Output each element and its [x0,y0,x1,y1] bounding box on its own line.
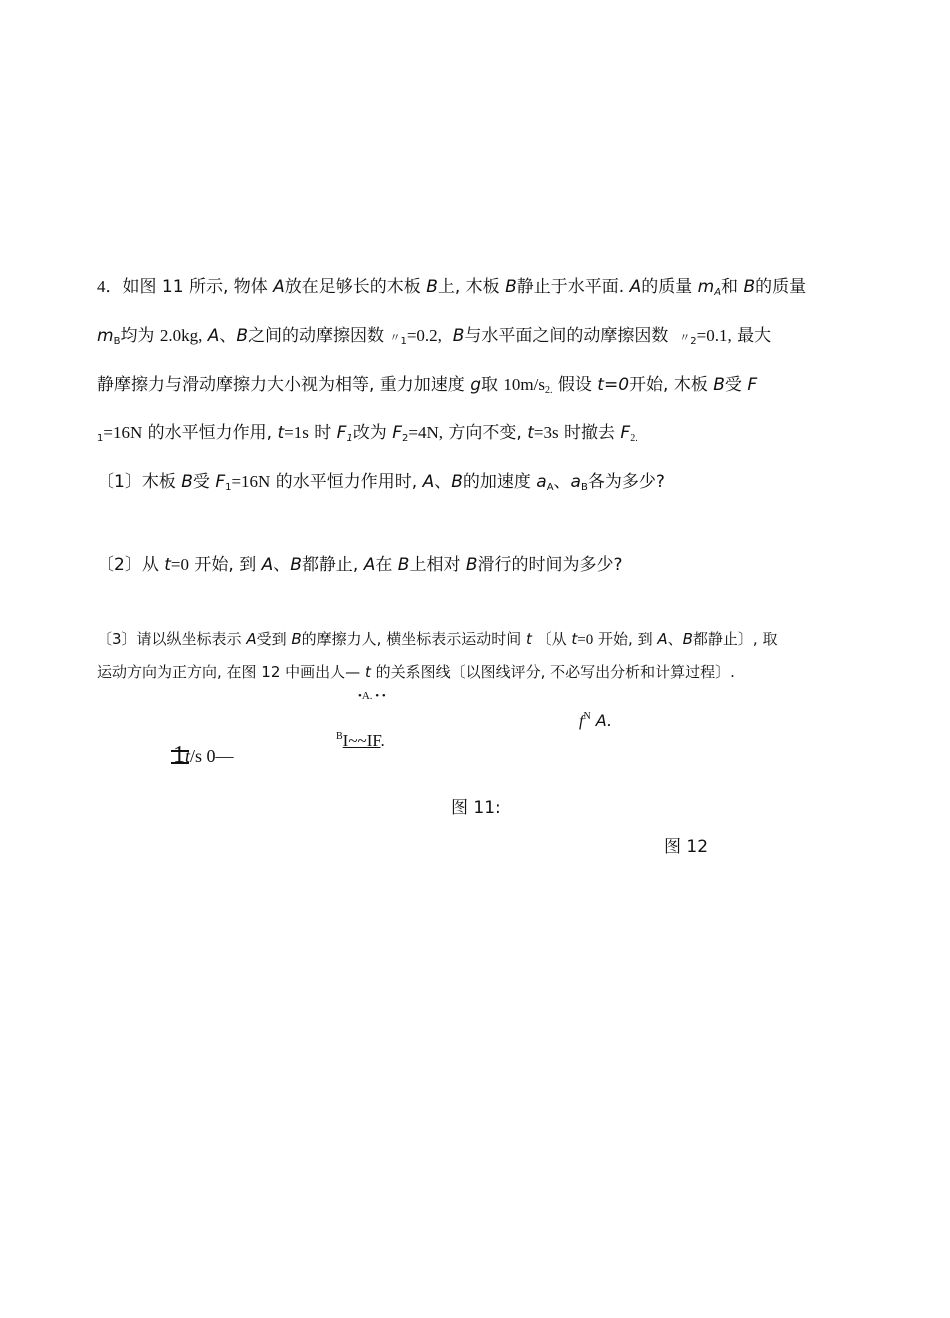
figure-12-axis-label: $f^N$ A. [579,711,613,730]
figure-11-dots: •A. • • [358,690,386,702]
problem-line-1: 4．如图 11 所示, 物体 A放在足够长的木板 B上, 木板 B静止于水平面. A的质量 $m_A$和 B的质量 [97,277,807,298]
question-2: 〔2〕从 t=0 开始, 到 A、B都静止, A在 B上相对 B滑行的时间为多少? [97,555,623,575]
figure-11-caption: 图 11: [451,798,501,818]
question-3-line-1: 〔3〕请以纵坐标表示 A受到 B的摩擦力人, 横坐标表示运动时间 t 〔从 t=0 开始, 到 A、B都静止〕, 取 [97,630,778,648]
figure-11-board: $^B$I~~IF. [336,731,385,750]
problem-line-3: 静摩擦力与滑动摩擦力大小视为相等, 重力加速度 g取 $10m/s_{2.}$ 假设 t=0开始, 木板 B受 F [97,375,758,396]
problem-number: 4 [97,277,106,296]
problem-line-4: $_1$=16N 的水平恒力作用, t=1s 时 $F_1$改为 $F_2=4N$, 方向不变, t=3s 时撤去 $F_{2.}$ [97,423,638,444]
axis-mark [171,762,189,764]
figure-12-time-axis: 1t/s 0— [173,742,234,768]
question-1: 〔1〕木板 B受 $F_1=16N$ 的水平恒力作用时, A、B的加速度 $a_A$、$a_B$各为多少? [97,472,665,493]
question-3-line-2: 运动方向为正方向, 在图 12 中画出人— t 的关系图线〔以图线评分, 不必写出分析和计算过程〕. [97,663,735,681]
figure-12-caption: 图 12 [664,837,709,857]
axis-mark [171,750,189,752]
problem-line-2: $m_B$均为 2.0kg, A、B之间的动摩擦因数 〃$_1$=0.2, B与水平面之间的动摩擦因数 〃$_2$=0.1, 最大 [97,326,772,347]
